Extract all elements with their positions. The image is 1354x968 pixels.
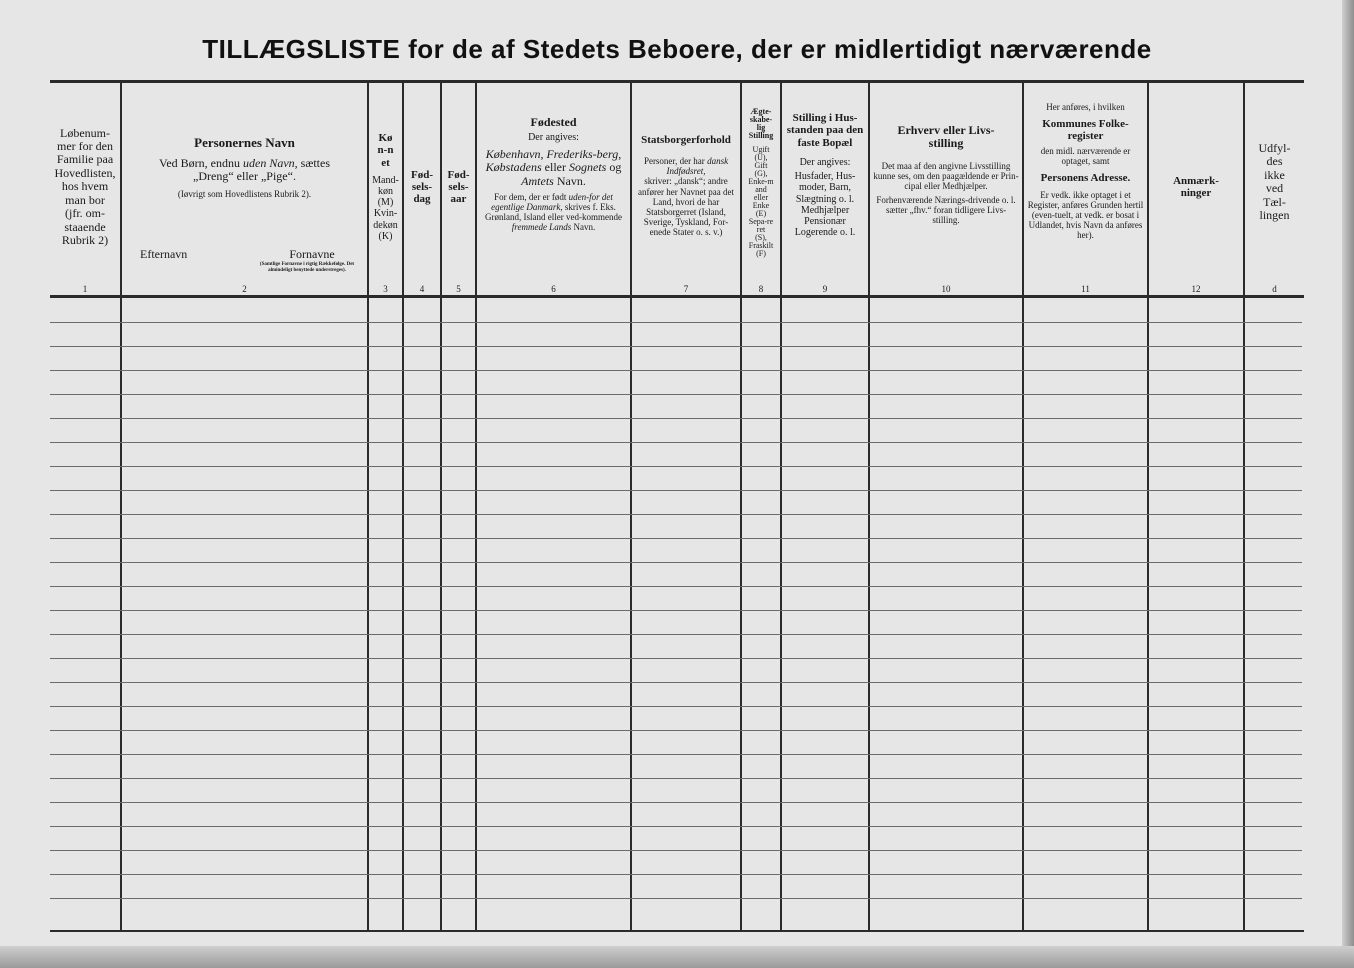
header-text: Udfyl- [1258, 141, 1291, 155]
header-text: man bor [65, 192, 105, 207]
header-text: hos hvem [61, 179, 109, 194]
header-text: Ved Børn, endnu uden Navn, sættes [159, 155, 330, 170]
header-text: (K) [378, 230, 393, 242]
header-text: København, Frederiks-berg, Købstadens eller Sognets og Amtets Navn. [485, 146, 622, 188]
column-number: 2 [242, 284, 247, 294]
header-text: Enke-mand [748, 177, 774, 194]
header-text: Her anføres, i hvilken [1046, 102, 1125, 112]
column-number: 1 [82, 284, 88, 294]
page-title: TILLÆGSLISTE for de af Stedets Beboere, der er midlertidigt nærværende [202, 34, 1152, 64]
entry-row-line [50, 370, 1302, 371]
header-text: Husfader, Hus-moder, Barn, Slægtning o. l. Medhjælper Pensionær Logerende o. l. [794, 171, 856, 239]
column-number: 9 [822, 284, 828, 294]
header-heading: Fød-sels-dag [411, 168, 433, 206]
header-text: (M) [377, 197, 394, 209]
header-heading: Statsborgerforhold [641, 134, 731, 146]
entry-row-line [50, 394, 1302, 395]
entry-row-line [50, 754, 1302, 755]
header-text: den midl. nærværende er optaget, samt [1040, 145, 1131, 166]
header-text: Det maa af den angivne Livsstilling kunne ses, om den paagældende er Prin-cipal eller Medhjælper. [873, 160, 1019, 192]
header-col-1 [50, 84, 120, 290]
entry-row-line [50, 658, 1302, 659]
entry-row-line [50, 682, 1302, 683]
entry-row-line [50, 778, 1302, 779]
entry-row-line [50, 802, 1302, 803]
header-heading: Kommunes Folke-register [1042, 118, 1129, 143]
header-col-6 [477, 84, 630, 290]
column-number: 3 [383, 284, 388, 294]
header-col-12 [1149, 84, 1243, 290]
header-col-4 [404, 84, 440, 290]
header-heading: Personernes Navn [194, 135, 295, 150]
header-note: (Iøvrigt som Hovedlistens Rubrik 2). [177, 189, 312, 200]
entry-row-line [50, 826, 1302, 827]
header-sub: Der angives: [799, 156, 851, 168]
entry-row-line [50, 346, 1302, 347]
entry-row-line [50, 466, 1302, 467]
header-text: lingen [1259, 208, 1290, 223]
top-rule [50, 80, 1304, 83]
header-heading: Personens Adresse. [1040, 171, 1131, 184]
header-col-8 [742, 84, 780, 290]
entry-row-line [50, 514, 1302, 515]
column-number: 12 [1191, 284, 1201, 294]
header-heading: Erhverv eller Livs-stilling [897, 123, 995, 151]
header-col-d [1245, 84, 1304, 290]
column-number: 5 [456, 284, 461, 294]
header-text: (F) [756, 249, 766, 258]
entry-row-line [50, 898, 1302, 899]
header-text: Familie paa [56, 152, 114, 167]
header-text: Kvin- [373, 208, 398, 220]
entry-row-line [50, 850, 1302, 851]
header-text: Er vedk. ikke optaget i et Register, anføres Grunden hertil (even-tuelt, at vedk. er bosat i Udlandet, hvis Navn da anføres her). [1027, 190, 1144, 241]
entry-row-line [50, 418, 1302, 419]
entry-row-line [50, 610, 1302, 611]
header-text: (E) [755, 209, 767, 218]
header-text: Grønland, Island eller ved-kommende fremmede Lands Navn. [485, 212, 622, 233]
column-number: 8 [758, 284, 764, 294]
header-text: mer for den [57, 138, 113, 153]
header-text: For dem, der er født uden-for det egentlige Danmark, skrives f. Eks. [491, 191, 616, 213]
entry-row-line [50, 730, 1302, 731]
subheader-efternavn: Efternavn [140, 247, 188, 261]
header-text: des [1266, 154, 1283, 169]
header-text: køn [378, 186, 393, 198]
column-number: 7 [683, 284, 689, 294]
subheader-fornavne: Fornavne [289, 247, 335, 261]
bottom-rule [50, 930, 1304, 932]
entry-row-line [50, 442, 1302, 443]
header-text: Fraskilt [748, 241, 774, 250]
entry-row-line [50, 586, 1302, 587]
header-text: Hovedlisten, [54, 165, 116, 180]
header-text: (jfr. om- [65, 206, 105, 221]
header-text: Gift [754, 161, 768, 170]
entry-row-line [50, 322, 1302, 323]
header-col-3 [369, 84, 402, 290]
header-col-11 [1024, 84, 1147, 290]
subheader-fornavne-note: (Samtlige Fornavne i rigtig Rækkefølge. Det almindeligt benyttede understreges). [259, 262, 355, 273]
header-heading: Fød-sels-aar [447, 168, 470, 206]
header-bottom-rule [50, 295, 1304, 298]
column-number: 10 [941, 284, 951, 294]
header-heading: Stilling i Hus-standen paa den faste Bopæl [786, 112, 864, 149]
header-text: (U), [754, 153, 768, 162]
header-text: Personer, der har dansk Indfødsret, [643, 156, 729, 177]
header-col-7 [632, 84, 740, 290]
header-col-9 [782, 84, 868, 290]
column-number: 6 [551, 284, 556, 294]
header-text: skriver: „dansk“; andre anfører her Navnet paa det Land, hvori de har Statsborgerret (Island, Sverige, Tyskland, For-enede Stater o. s. v.) [638, 176, 734, 237]
header-text: Rubrik 2) [61, 233, 109, 248]
header-col-5 [442, 84, 475, 290]
header-heading: Køn-net [377, 131, 394, 169]
header-heading: Anmærk-ninger [1173, 174, 1219, 199]
header-text: ikke [1264, 167, 1285, 182]
header-text: „Dreng“ eller „Pige“. [193, 168, 296, 183]
column-number: d [1272, 284, 1277, 294]
header-text: Tæl- [1263, 194, 1286, 209]
header-heading: Ægte-skabe-lig Stilling [748, 107, 774, 140]
header-text: Sepa-reret [748, 217, 774, 234]
entry-row-line [50, 490, 1302, 491]
header-text: Løbenum- [60, 125, 110, 140]
header-text: (S), [755, 233, 767, 242]
header-sub: Der angives: [528, 132, 579, 144]
header-text: staaende [64, 219, 106, 234]
header-text: Forhenværende Nærings-drivende o. l. sætter „fhv.“ foran tidligere Livs-stilling. [876, 195, 1016, 226]
entry-row-line [50, 538, 1302, 539]
header-text: Mand- [372, 174, 399, 186]
entry-row-line [50, 874, 1302, 875]
header-text: Ugift [752, 145, 770, 154]
entry-row-line [50, 634, 1302, 635]
header-col-10 [870, 84, 1022, 290]
header-text: eller [753, 193, 769, 202]
column-number: 11 [1081, 284, 1090, 294]
header-text: dekøn [373, 219, 398, 231]
header-heading: Fødested [530, 115, 577, 129]
header-text: ved [1265, 181, 1284, 196]
entry-row-line [50, 706, 1302, 707]
header-text: (G), [754, 169, 768, 178]
header-text: Enke [752, 201, 770, 210]
entry-row-line [50, 562, 1302, 563]
column-number: 4 [419, 284, 425, 294]
